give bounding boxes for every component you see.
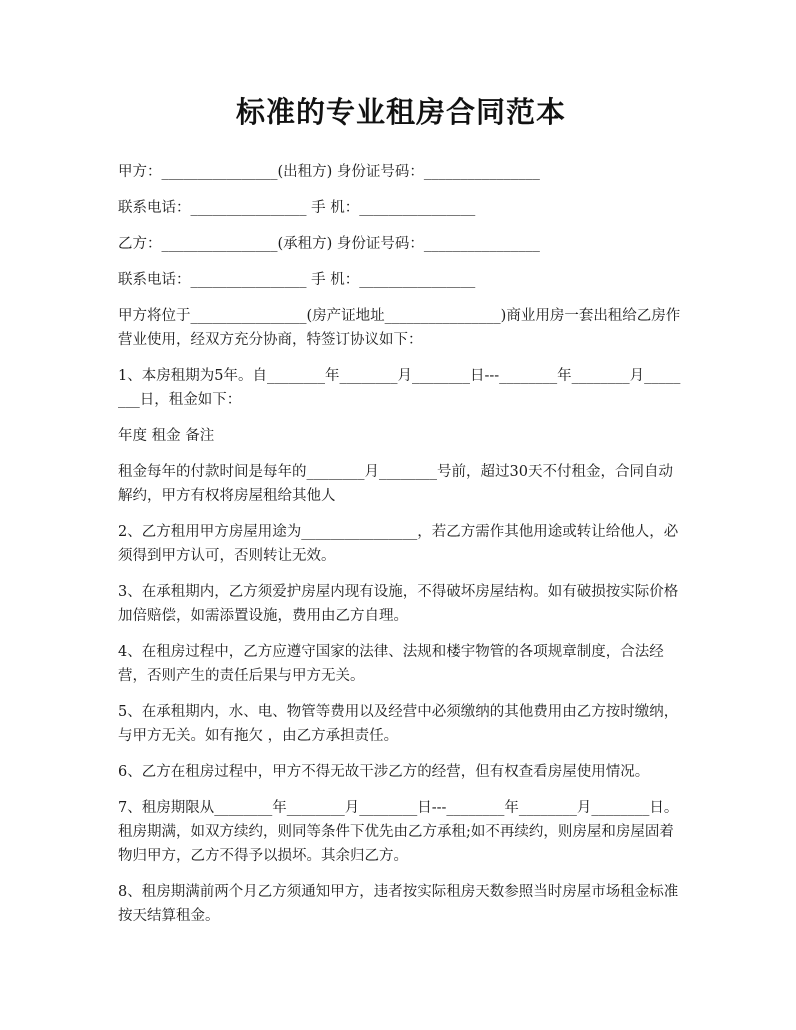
clause-2-paragraph: 2、乙方租用甲方房屋用途为________________，若乙方需作其他用途或转让给他人，必须得到甲方认可，否则转让无效。 — [118, 524, 679, 564]
clause-1-paragraph: 1、本房租期为5年。自________年________月________日---________年________月________日，租金如下： — [118, 368, 681, 408]
clause-6-paragraph: 6、乙方在租房过程中，甲方不得无故干涉乙方的经营，但有权查看房屋使用情况。 — [118, 764, 650, 780]
party-b-line: 乙方：________________(承租方) 身份证号码：________________ — [118, 236, 540, 252]
party-a-line: 甲方：________________(出租方) 身份证号码：________________ — [118, 164, 540, 180]
clause-3-paragraph: 3、在承租期内，乙方须爱护房屋内现有设施，不得破坏房屋结构。如有破损按实际价格加倍赔偿，如需添置设施，费用由乙方自理。 — [118, 584, 679, 624]
payment-terms-paragraph: 租金每年的付款时间是每年的________月________号前，超过30天不付租金，合同自动解约，甲方有权将房屋租给其他人 — [118, 464, 673, 504]
clause-8-paragraph: 8、租房期满前两个月乙方须通知甲方，违者按实际租房天数参照当时房屋市场租金标准按天结算租金。 — [118, 884, 679, 924]
document-title: 标准的专业租房合同范本 — [235, 95, 566, 129]
clause-7-paragraph: 7、租房期限从________年________月________日---________年________月________日。租房期满，如双方续约，则同等条件下优先由乙方承租;如不再续约，则房屋和房屋固着物归甲方，乙方不得予以损坏。其余归乙方。 — [118, 800, 679, 864]
clause-5-paragraph: 5、在承租期内，水、电、物管等费用以及经营中必须缴纳的其他费用由乙方按时缴纳，与甲方无关。如有拖欠 ，由乙方承担责任。 — [118, 704, 679, 744]
party-a-contact-line: 联系电话：________________ 手 机：________________ — [118, 200, 476, 216]
party-b-contact-line: 联系电话：________________ 手 机：________________ — [118, 272, 476, 288]
preamble-paragraph: 甲方将位于________________(房产证地址________________)商业用房一套出租给乙房作营业使用，经双方充分协商，特签订协议如下： — [118, 308, 681, 348]
clause-4-paragraph: 4、在租房过程中，乙方应遵守国家的法律、法规和楼宇物管的各项规章制度，合法经营，否则产生的责任后果与甲方无关。 — [118, 644, 664, 684]
rent-table-header: 年度 租金 备注 — [118, 428, 215, 444]
